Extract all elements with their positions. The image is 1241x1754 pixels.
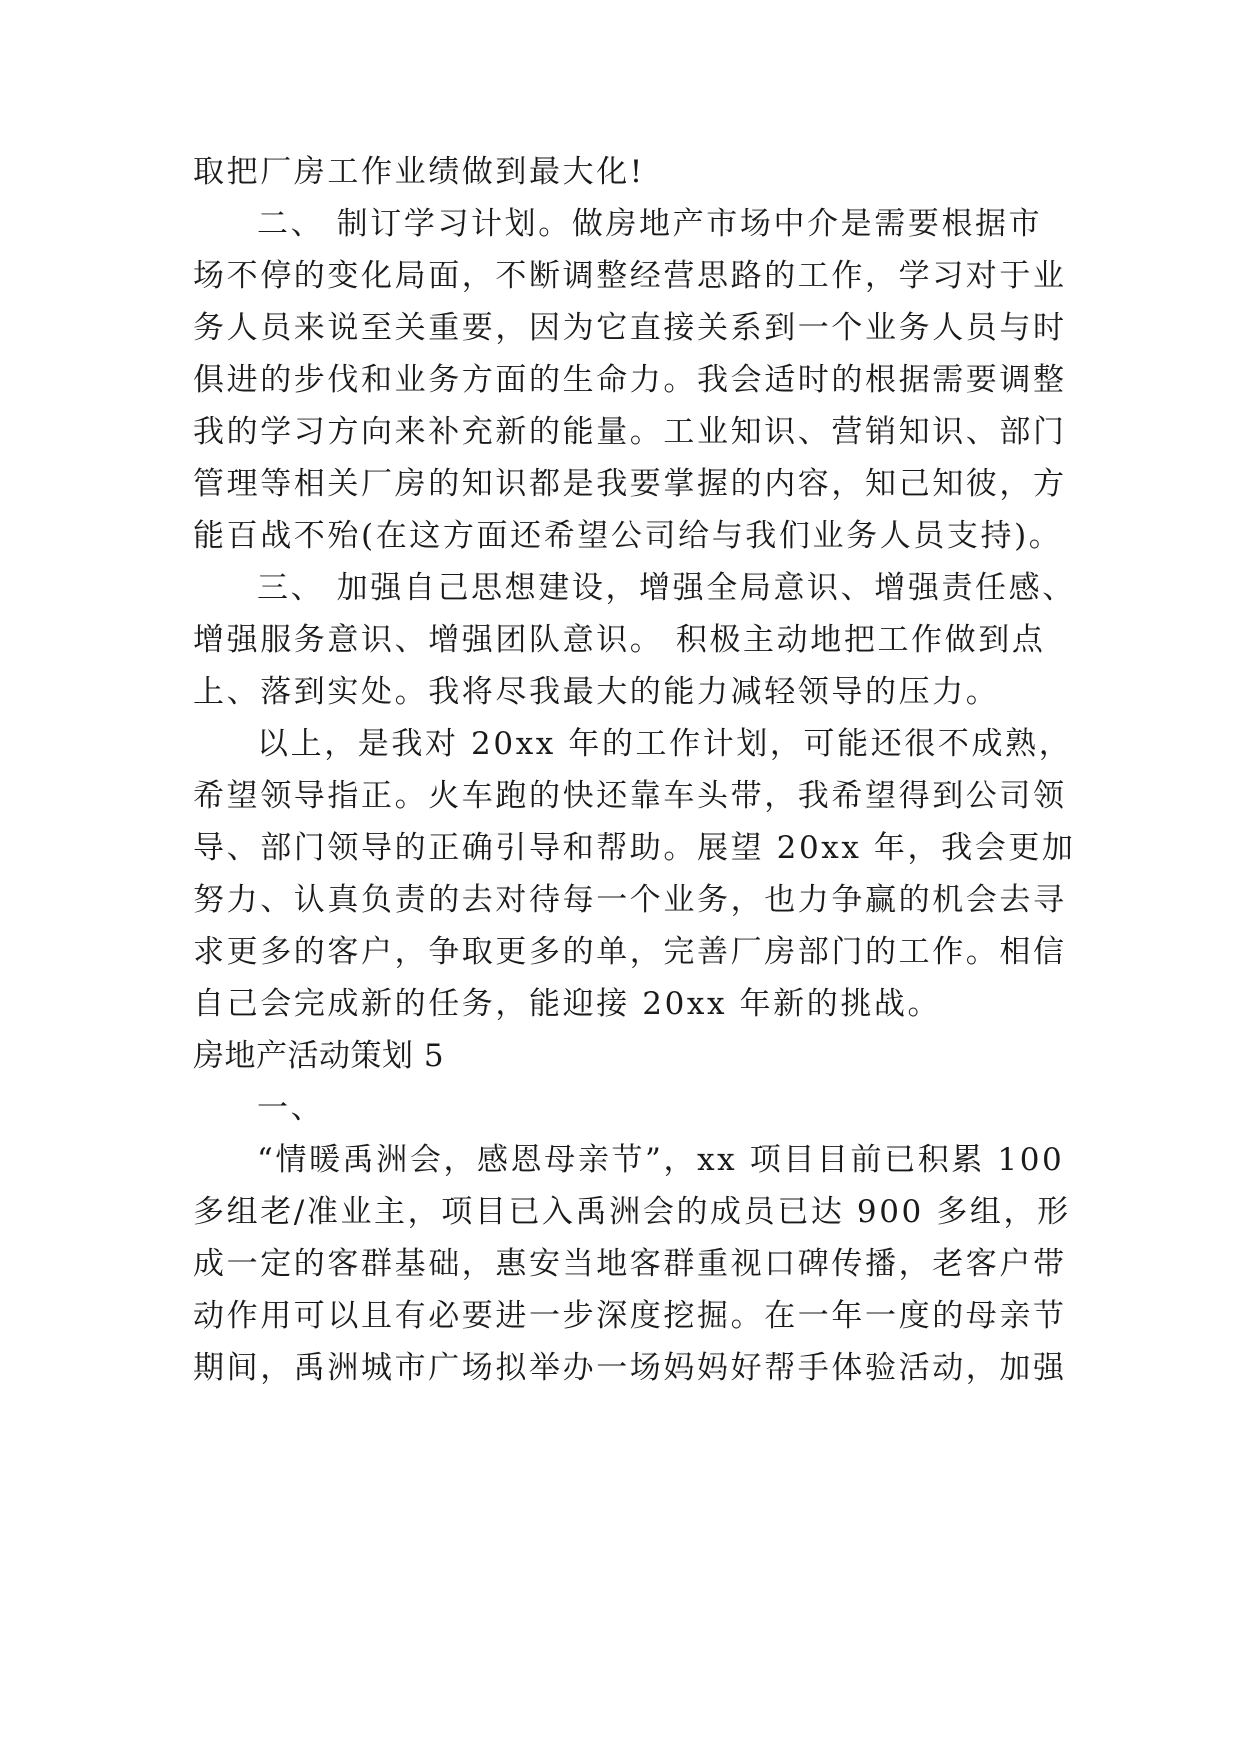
paragraph-line: 动作用可以且有必要进一步深度挖掘。在一年一度的母亲节 [193,1298,1067,1334]
paragraph-line: 俱进的步伐和业务方面的生命力。我会适时的根据需要调整 [193,362,1067,398]
paragraph-line: 增强服务意识、增强团队意识。 积极主动地把工作做到点 [193,622,1046,658]
paragraph-line: 上、落到实处。我将尽我最大的能力减轻领导的压力。 [193,674,1000,710]
paragraph-line: 导、部门领导的正确引导和帮助。展望 20xx 年，我会更加 [193,830,1076,866]
section-three-heading-line: 三、 加强自己思想建设，增强全局意识、增强责任感、 [257,570,1076,606]
paragraph-line: 管理等相关厂房的知识都是我要掌握的内容，知己知彼，方 [193,466,1067,502]
section-heading: 房地产活动策划 5 [193,1038,445,1074]
section-two-heading-line: 二、 制订学习计划。做房地产市场中介是需要根据市 [257,206,1043,242]
paragraph-line: 努力、认真负责的去对待每一个业务，也力争赢的机会去寻 [193,882,1067,918]
paragraph-line: 多组老/准业主，项目已入禹洲会的成员已达 900 多组，形 [193,1194,1071,1230]
paragraph-line: 期间，禹洲城市广场拟举办一场妈妈好帮手体验活动，加强 [193,1350,1067,1386]
paragraph-line: 自己会完成新的任务，能迎接 20xx 年新的挑战。 [193,986,942,1022]
paragraph-line: 以上，是我对 20xx 年的工作计划，可能还很不成熟， [257,726,1073,762]
paragraph-line: 希望领导指正。火车跑的快还靠车头带，我希望得到公司领 [193,778,1067,814]
paragraph-line: 务人员来说至关重要，因为它直接关系到一个业务人员与时 [193,310,1067,346]
paragraph-line: 场不停的变化局面，不断调整经营思路的工作，学习对于业 [193,258,1067,294]
paragraph-line: 成一定的客群基础，惠安当地客群重视口碑传播，老客户带 [193,1246,1067,1282]
paragraph-line: 我的学习方向来补充新的能量。工业知识、营销知识、部门 [193,414,1067,450]
paragraph-line: 取把厂房工作业绩做到最大化! [193,154,645,190]
subsection-number: 一、 [257,1090,325,1126]
paragraph-line: “情暖禹洲会，感恩母亲节”，xx 项目目前已积累 100 [257,1142,1065,1178]
paragraph-line: 求更多的客户，争取更多的单，完善厂房部门的工作。相信 [193,934,1067,970]
paragraph-line: 能百战不殆(在这方面还希望公司给与我们业务人员支持)。 [193,518,1063,554]
